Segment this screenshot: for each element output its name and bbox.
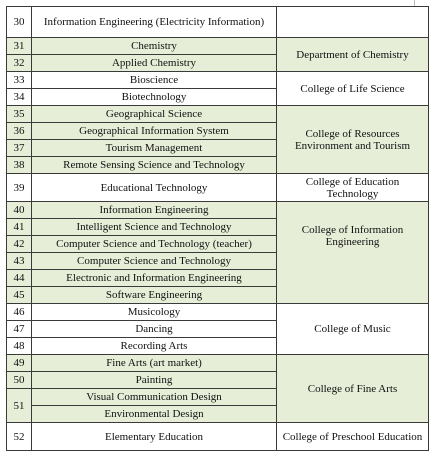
major-name: Elementary Education [32,423,277,451]
row-number: 30 [7,7,32,38]
row-number: 50 [7,372,32,389]
major-name: Computer Science and Technology (teacher) [32,236,277,253]
college-name: College of Music [277,304,429,355]
row-number: 41 [7,219,32,236]
major-name: Remote Sensing Science and Technology [32,157,277,174]
majors-table [6,6,429,451]
major-name: Applied Chemistry [32,55,277,72]
major-name: Chemistry [32,38,277,55]
major-name: Bioscience [32,72,277,89]
table-row [7,174,429,202]
row-number: 45 [7,287,32,304]
table-row [7,106,429,123]
major-name: Dancing [32,321,277,338]
table-row [7,72,429,89]
major-name: Painting [32,372,277,389]
row-number: 36 [7,123,32,140]
row-number: 34 [7,89,32,106]
row-number: 39 [7,174,32,202]
major-name: Intelligent Science and Technology [32,219,277,236]
table-row [7,202,429,219]
college-name: College of Preschool Education [277,423,429,451]
major-name: Musicology [32,304,277,321]
row-number: 40 [7,202,32,219]
row-number: 43 [7,253,32,270]
college-name: College of Information Engineering [277,202,429,304]
table-row [7,38,429,55]
row-number: 42 [7,236,32,253]
row-number: 49 [7,355,32,372]
row-number: 33 [7,72,32,89]
row-number: 52 [7,423,32,451]
major-name: Geographical Science [32,106,277,123]
major-name: Tourism Management [32,140,277,157]
major-name: Biotechnology [32,89,277,106]
table-row [7,423,429,451]
row-number: 48 [7,338,32,355]
college-name: College of Life Science [277,72,429,106]
major-name: Educational Technology [32,174,277,202]
major-name: Information Engineering [32,202,277,219]
major-name: Information Engineering (Electricity Information) [32,7,277,38]
major-name: Computer Science and Technology [32,253,277,270]
college-name: Department of Chemistry [277,38,429,72]
row-number: 38 [7,157,32,174]
major-name: Software Engineering [32,287,277,304]
row-number: 51 [7,389,32,423]
row-number: 44 [7,270,32,287]
row-number: 46 [7,304,32,321]
college-name: College of Resources Environment and Tourism [277,106,429,174]
college-name: College of Education Technology [277,174,429,202]
college-name [277,7,429,38]
major-name: Visual Communication Design [32,389,277,406]
major-name: Fine Arts (art market) [32,355,277,372]
row-number: 35 [7,106,32,123]
table-row [7,355,429,372]
majors-table-document [6,6,428,451]
college-name: College of Fine Arts [277,355,429,423]
row-number: 47 [7,321,32,338]
row-number: 37 [7,140,32,157]
major-name: Recording Arts [32,338,277,355]
row-number: 31 [7,38,32,55]
major-name: Environmental Design [32,406,277,423]
table-row [7,7,429,38]
row-number: 32 [7,55,32,72]
major-name: Geographical Information System [32,123,277,140]
table-row [7,304,429,321]
major-name: Electronic and Information Engineering [32,270,277,287]
